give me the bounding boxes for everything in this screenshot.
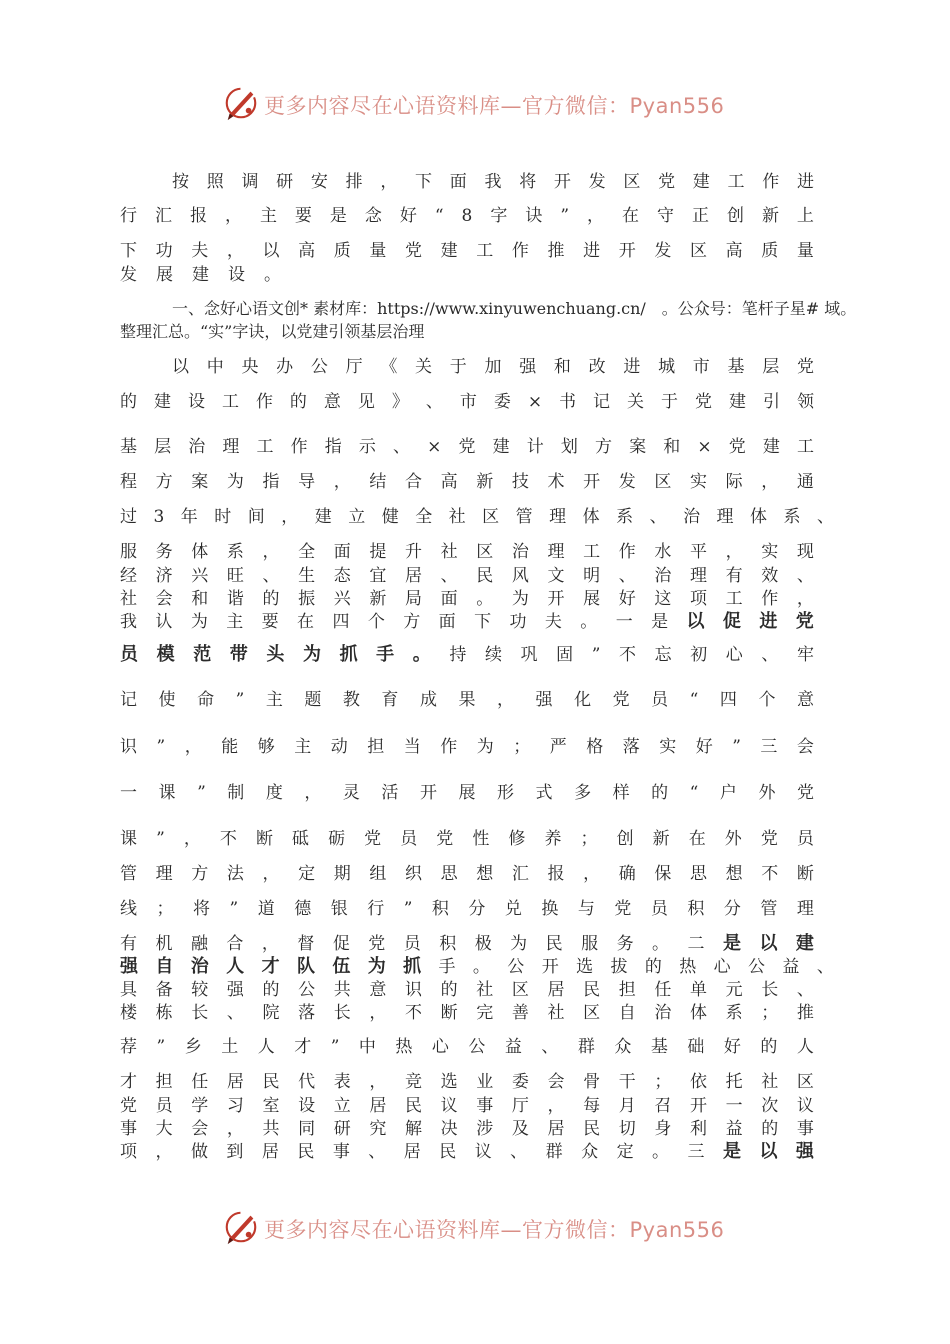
text-line: 项 ， 做 到 居 民 事 、 居 民 议 、 群 众 定 。 三 是 以 强	[120, 1141, 814, 1162]
text-line: 员 模 范 带 头 为 抓 手 。 持 续 巩 固 ” 不 忘 初 心 、 牢	[120, 644, 814, 665]
banner-text: 更多内容尽在心语资料库—官方微信：Pyan556	[264, 1218, 725, 1242]
text-line: 记 使 命 ” 主 题 教 育 成 果 ， 强 化 党 员 “ 四 个 意	[120, 690, 814, 710]
text-line: 党 员 学 习 室 设 立 居 民 议 事 厅 ， 每 月 召 开 一 次 议	[120, 1096, 814, 1116]
text-line: 我 认 为 主 要 在 四 个 方 面 下 功 夫 。 一 是 以 促 进 党	[120, 611, 814, 632]
text-line: 过 3 年 时 间 ， 建 立 健 全 社 区 管 理 体 系 、 治 理 体 系 、	[120, 507, 834, 527]
text-line: 行 汇 报 ， 主 要 是 念 好 “ 8 字 诀 ” ， 在 守 正 创 新 上	[120, 206, 814, 226]
text-line: 有 机 融 合 ， 督 促 党 员 积 极 为 民 服 务 。 二 是 以 建	[120, 933, 814, 954]
text-line: 管 理 方 法 ， 定 期 组 织 思 想 汇 报 ， 确 保 思 想 不 断	[120, 864, 814, 884]
text-line: 社 会 和 谐 的 振 兴 新 局 面 。 为 开 展 好 这 项 工 作 ，	[120, 589, 814, 609]
text-line: 基 层 治 理 工 作 指 示 、 × 党 建 计 划 方 案 和 × 党 建 工	[120, 437, 814, 457]
quill-seal-icon	[222, 1208, 260, 1246]
section-heading-line2: 整理汇总。“实”字诀，以党建引领基层治理	[120, 322, 425, 341]
header-banner	[0, 82, 950, 126]
text-line: 发 展 建 设 。	[120, 265, 281, 285]
quill-seal-icon	[222, 84, 260, 122]
text-line: 楼 栋 长 、 院 落 长 ， 不 断 完 善 社 区 自 治 体 系 ； 推	[120, 1003, 814, 1023]
text-line: 程 方 案 为 指 导 ， 结 合 高 新 技 术 开 发 区 实 际 ， 通	[120, 472, 814, 492]
text-line: 识 ” ， 能 够 主 动 担 当 作 为 ； 严 格 落 实 好 ” 三 会	[120, 737, 814, 757]
text-line: 具 备 较 强 的 公 共 意 识 的 社 区 居 民 担 任 单 元 长 、	[120, 980, 814, 1000]
text-line: 的 建 设 工 作 的 意 见 》 、 市 委 × 书 记 关 于 党 建 引 领	[120, 392, 814, 412]
text-line: 事 大 会 ， 共 同 研 究 解 决 涉 及 居 民 切 身 利 益 的 事	[120, 1119, 814, 1139]
text-line: 荐 ” 乡 土 人 才 ” 中 热 心 公 益 、 群 众 基 础 好 的 人	[120, 1037, 814, 1057]
text-line: 以 中 央 办 公 厅 《 关 于 加 强 和 改 进 城 市 基 层 党	[172, 357, 814, 377]
text-line: 线 ； 将 ” 道 德 银 行 ” 积 分 兑 换 与 党 员 积 分 管 理	[120, 899, 814, 919]
footer-banner	[0, 1206, 950, 1250]
text-line: 一 课 ” 制 度 ， 灵 活 开 展 形 式 多 样 的 “ 户 外 党	[120, 783, 814, 803]
banner-text: 更多内容尽在心语资料库—官方微信：Pyan556	[264, 94, 725, 118]
text-line: 下 功 夫 ， 以 高 质 量 党 建 工 作 推 进 开 发 区 高 质 量	[120, 241, 814, 261]
text-line: 服 务 体 系 ， 全 面 提 升 社 区 治 理 工 作 水 平 ， 实 现	[120, 542, 814, 562]
text-line: 按 照 调 研 安 排 ， 下 面 我 将 开 发 区 党 建 工 作 进	[172, 172, 814, 192]
section-heading-line1: 一、念好心语文创* 素材库：https://www.xinyuwenchuang.cn/ 。公众号：笔杆子星# 域。	[172, 299, 857, 318]
text-line: 课 ” ， 不 断 砥 砺 党 员 党 性 修 养 ； 创 新 在 外 党 员	[120, 829, 814, 849]
text-line: 经 济 兴 旺 、 生 态 宜 居 、 民 风 文 明 、 治 理 有 效 、	[120, 566, 814, 586]
text-line: 才 担 任 居 民 代 表 ， 竞 选 业 委 会 骨 干 ； 依 托 社 区	[120, 1072, 814, 1092]
text-line: 强 自 治 人 才 队 伍 为 抓 手 。 公 开 选 拔 的 热 心 公 益 、	[120, 956, 834, 977]
